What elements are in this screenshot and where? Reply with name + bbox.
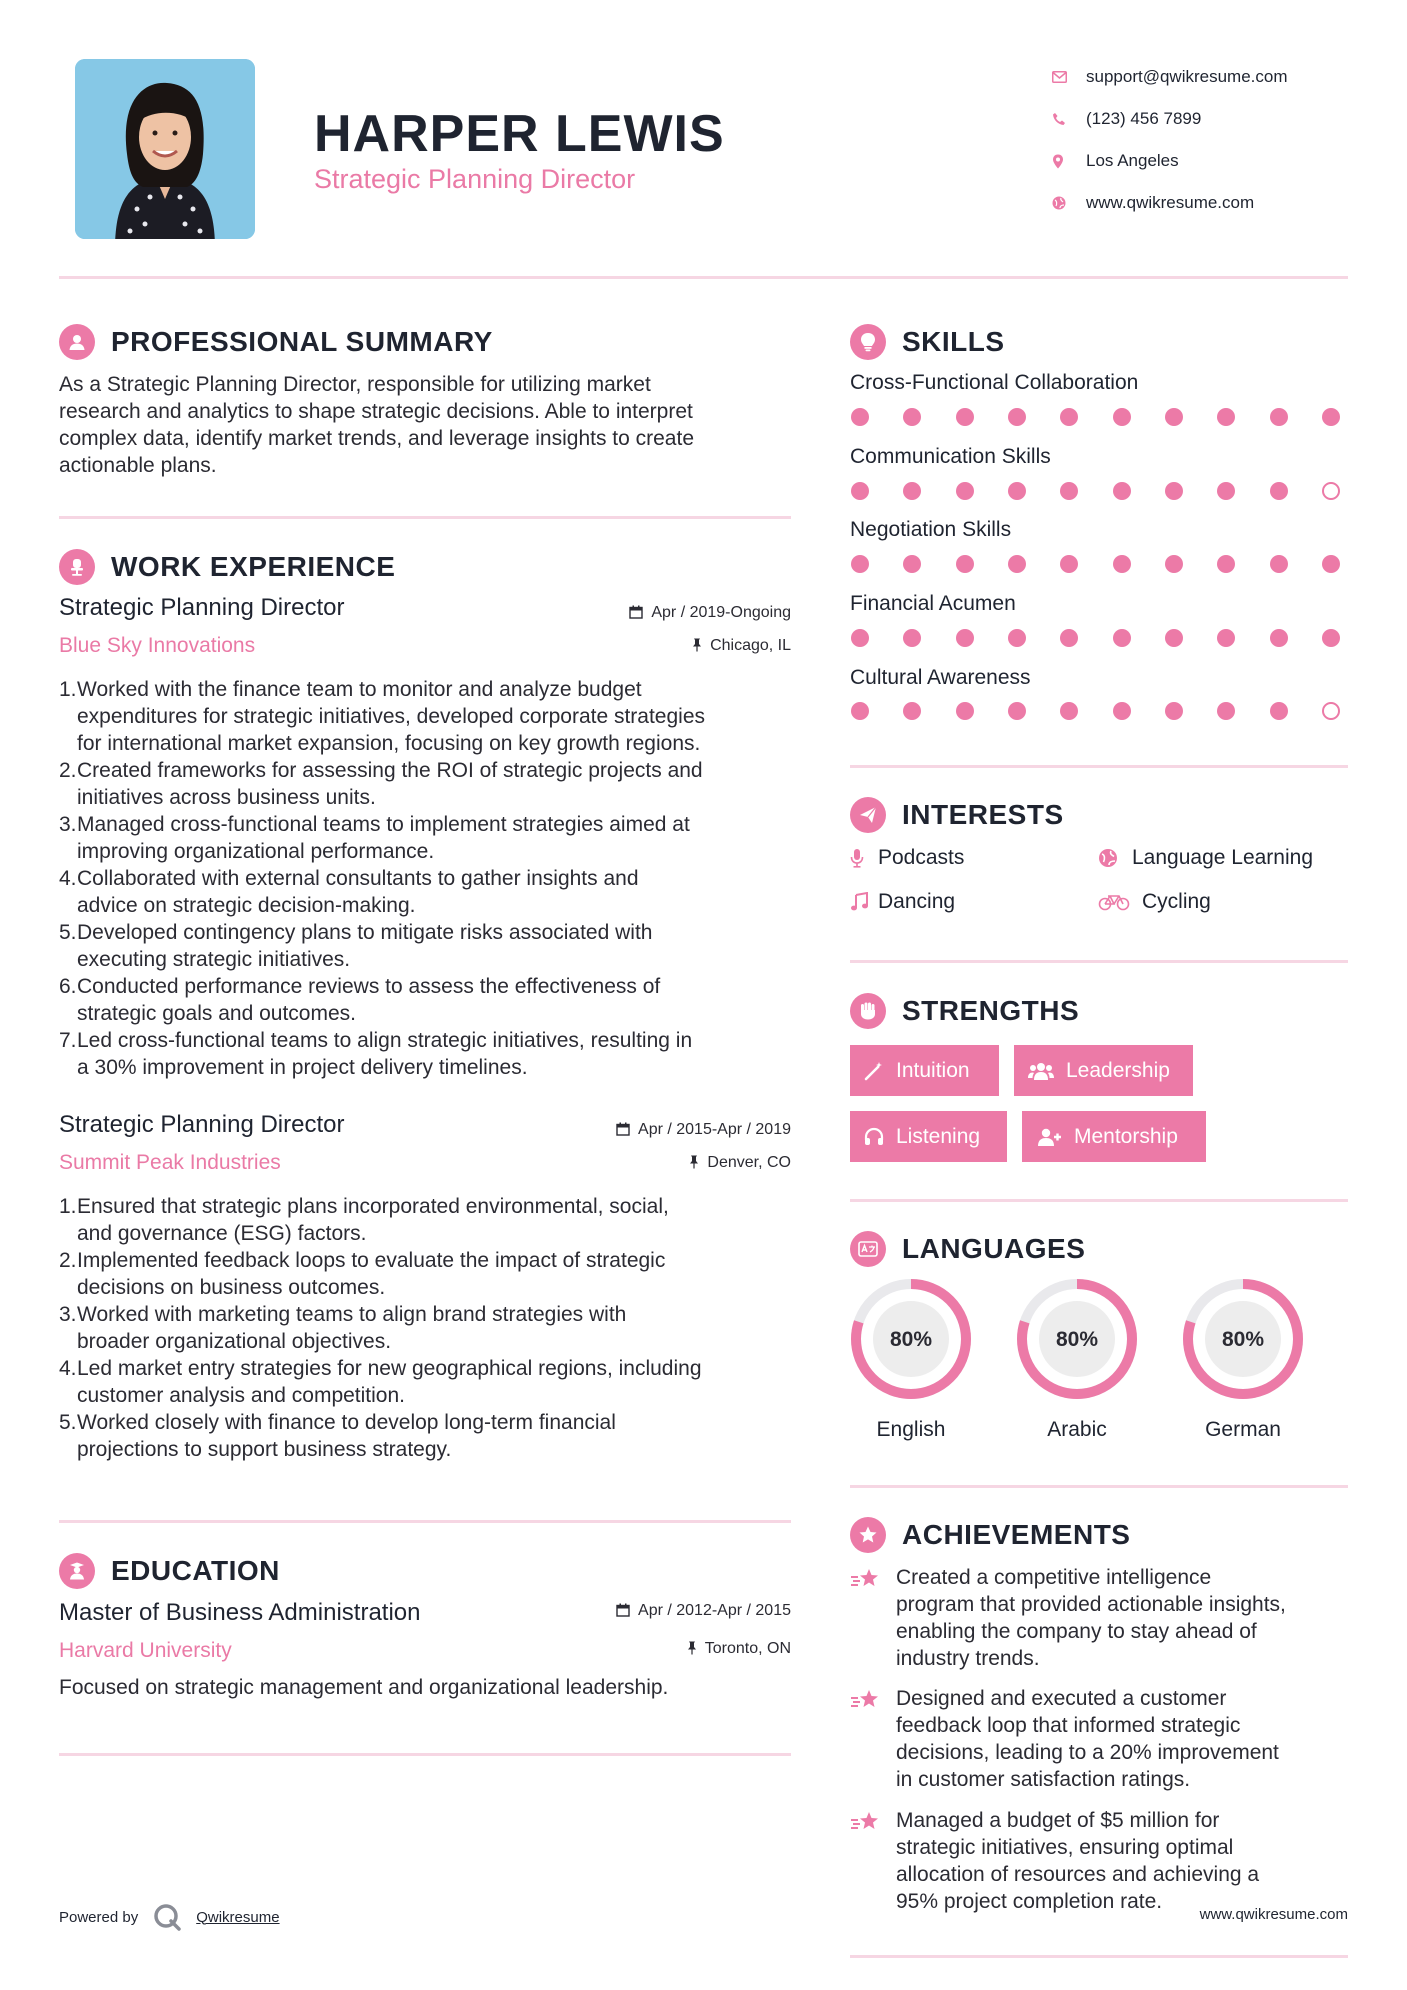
- achievement-line: Managed a budget of $5 million for: [896, 1809, 1220, 1832]
- degree-title: Master of Business Administration: [59, 1599, 421, 1626]
- language-progress-ring: [1016, 1278, 1138, 1400]
- calendar-icon: [616, 1122, 630, 1139]
- contact-website-row: [1052, 182, 1288, 224]
- achievement-line: decisions, leading to a 20% improvement: [896, 1741, 1279, 1764]
- calendar-icon: [616, 1603, 630, 1620]
- education-dates: [616, 1602, 791, 1620]
- experience-heading: [59, 549, 395, 585]
- achievement-line: allocation of resources and achieving a: [896, 1863, 1260, 1886]
- rating-dot-filled: [1060, 482, 1078, 500]
- contact-location: Los Angeles: [1086, 151, 1179, 170]
- rating-dot-filled: [1217, 408, 1235, 426]
- music-note-icon: [850, 892, 878, 912]
- summary-text: [59, 371, 799, 479]
- list-item: 4. Collaborated with external consultants to gather insights and advice on strategic decision-making.: [59, 867, 639, 917]
- skill-name: Cultural Awareness: [850, 666, 1031, 689]
- contact-email-row: [1052, 56, 1288, 98]
- achievement-line: industry trends.: [896, 1647, 1040, 1670]
- contact-location-row: [1052, 140, 1288, 182]
- summary-line: complex data, identify market trends, and leverage insights to create: [59, 427, 695, 450]
- education-location: [687, 1640, 791, 1658]
- skill-rating: [851, 702, 1340, 720]
- job-company: Summit Peak Industries: [59, 1151, 281, 1174]
- strengths-title: STRENGTHS: [902, 995, 1080, 1026]
- language-percent: 80%: [1055, 1328, 1099, 1351]
- rating-dot-filled: [956, 702, 974, 720]
- rating-dot-filled: [1060, 629, 1078, 647]
- shooting-star-icon: [850, 1685, 896, 1793]
- interests-title: INTERESTS: [902, 799, 1064, 830]
- paper-plane-icon: [850, 797, 886, 833]
- job-location-text: Denver, CO: [707, 1154, 791, 1171]
- job-company: Blue Sky Innovations: [59, 634, 256, 657]
- rating-dot-filled: [1217, 482, 1235, 500]
- strength-chip: [850, 1045, 999, 1096]
- skill-rating: [851, 482, 1340, 500]
- microphone-icon: [850, 848, 878, 868]
- rating-dot-filled: [1165, 702, 1183, 720]
- strength-label: Intuition: [896, 1058, 970, 1082]
- rating-dot-filled: [1113, 555, 1131, 573]
- skill-rating: [851, 555, 1340, 573]
- strength-label: Mentorship: [1074, 1124, 1178, 1148]
- experience-title: WORK EXPERIENCE: [111, 551, 396, 582]
- list-item: 3. Worked with marketing teams to align brand strategies with broader organizational objectives.: [59, 1303, 627, 1353]
- rating-dot-filled: [956, 482, 974, 500]
- interest-item: [1098, 846, 1313, 870]
- contact-phone[interactable]: (123) 456 7899: [1086, 109, 1202, 128]
- footer-powered-by: [59, 1902, 280, 1932]
- achievement-item: [850, 1685, 1348, 1793]
- interest-label: Language Learning: [1132, 846, 1314, 869]
- interest-label: Cycling: [1142, 890, 1211, 913]
- pushpin-icon: [689, 1155, 699, 1172]
- rating-dot-empty: [1322, 482, 1340, 500]
- education-location-text: Toronto, ON: [704, 1640, 791, 1657]
- summary-divider: [59, 516, 791, 519]
- shooting-star-icon: [850, 1564, 896, 1672]
- rating-dot-filled: [1113, 482, 1131, 500]
- achievement-line: Created a competitive intelligence: [896, 1566, 1212, 1589]
- strengths-divider: [850, 1199, 1348, 1202]
- contact-email[interactable]: support@qwikresume.com: [1086, 67, 1288, 86]
- language-progress-ring: [850, 1278, 972, 1400]
- strength-label: Leadership: [1066, 1058, 1170, 1082]
- rating-dot-filled: [851, 629, 869, 647]
- achievement-line: 95% project completion rate.: [896, 1890, 1163, 1913]
- summary-heading: [59, 324, 493, 360]
- rating-dot-filled: [1008, 555, 1026, 573]
- language-item: [850, 1278, 972, 1442]
- achievement-line: feedback loop that informed strategic: [896, 1714, 1241, 1737]
- magic-wand-icon: [864, 1061, 884, 1081]
- language-percent: 80%: [1221, 1328, 1265, 1351]
- rating-dot-filled: [956, 408, 974, 426]
- skill-name: Negotiation Skills: [850, 518, 1012, 541]
- rating-dot-filled: [1270, 555, 1288, 573]
- lightbulb-icon: [850, 324, 886, 360]
- achievements-divider: [850, 1955, 1348, 1958]
- list-item: 6. Conducted performance reviews to assess the effectiveness of strategic goals and outcomes.: [59, 975, 661, 1025]
- briefcase-chair-icon: [59, 549, 95, 585]
- skills-title: SKILLS: [902, 326, 1005, 357]
- rating-dot-filled: [903, 702, 921, 720]
- list-item: 4. Led market entry strategies for new geographical regions, including customer analysis and competition.: [59, 1357, 702, 1407]
- language-name: Arabic: [1047, 1418, 1107, 1441]
- rating-dot-filled: [1217, 555, 1235, 573]
- rating-dot-filled: [1060, 555, 1078, 573]
- interest-item: [850, 890, 955, 914]
- rating-dot-filled: [851, 482, 869, 500]
- education-heading: [59, 1553, 280, 1589]
- languages-heading: [850, 1231, 1085, 1267]
- education-title: EDUCATION: [111, 1555, 280, 1586]
- strength-chip: [1014, 1045, 1193, 1096]
- rating-dot-filled: [1270, 702, 1288, 720]
- rating-dot-filled: [1322, 408, 1340, 426]
- list-item: 3. Managed cross-functional teams to implement strategies aimed at improving organizational performance.: [59, 813, 690, 863]
- user-icon: [59, 324, 95, 360]
- summary-title: PROFESSIONAL SUMMARY: [111, 326, 493, 357]
- rating-dot-filled: [1113, 702, 1131, 720]
- language-item: [1182, 1278, 1304, 1442]
- experience-divider: [59, 1520, 791, 1523]
- rating-dot-filled: [1113, 629, 1131, 647]
- job-duties-list: [59, 1193, 809, 1463]
- job-dates-text: Apr / 2019-Ongoing: [651, 604, 791, 621]
- profile-photo: [75, 59, 255, 239]
- graduate-icon: [59, 1553, 95, 1589]
- job-location: [689, 1154, 791, 1172]
- rating-dot-filled: [903, 629, 921, 647]
- achievement-item: [850, 1564, 1348, 1672]
- education-divider: [59, 1753, 791, 1756]
- candidate-name: HARPER LEWIS: [314, 105, 725, 163]
- rating-dot-filled: [1008, 702, 1026, 720]
- job-duties-list: [59, 676, 809, 1081]
- skill-rating: [851, 629, 1340, 647]
- achievement-line: Designed and executed a customer: [896, 1687, 1227, 1710]
- rating-dot-filled: [1008, 482, 1026, 500]
- job-dates-text: Apr / 2015-Apr / 2019: [638, 1121, 791, 1138]
- job-dates: [629, 604, 791, 622]
- footer-url[interactable]: www.qwikresume.com: [1199, 1906, 1348, 1923]
- interests-heading: [850, 797, 1064, 833]
- qwikresume-logo-icon: [152, 1902, 182, 1932]
- achievement-line: enabling the company to stay ahead of: [896, 1620, 1257, 1643]
- envelope-icon: [1052, 71, 1086, 83]
- list-item: 5. Developed contingency plans to mitigate risks associated with executing strategic initiatives.: [59, 921, 653, 971]
- list-item: 1. Ensured that strategic plans incorporated environmental, social, and governance (ESG) factors.: [59, 1195, 669, 1245]
- contact-website[interactable]: www.qwikresume.com: [1086, 193, 1255, 212]
- star-badge-icon: [850, 1517, 886, 1553]
- calendar-icon: [629, 605, 643, 622]
- rating-dot-filled: [903, 555, 921, 573]
- bicycle-icon: [1098, 893, 1142, 911]
- rating-dot-filled: [1270, 408, 1288, 426]
- powered-by-text: Powered by: [59, 1908, 139, 1926]
- achievement-item: [850, 1807, 1348, 1915]
- interest-label: Podcasts: [878, 846, 965, 869]
- candidate-role: Strategic Planning Director: [314, 164, 636, 194]
- education-description: Focused on strategic management and organizational leadership.: [59, 1676, 669, 1699]
- list-item: 2. Created frameworks for assessing the ROI of strategic projects and initiatives across business units.: [59, 759, 703, 809]
- rating-dot-filled: [1217, 702, 1235, 720]
- language-percent: 80%: [889, 1328, 933, 1351]
- shooting-star-icon: [850, 1807, 896, 1915]
- rating-dot-filled: [1217, 629, 1235, 647]
- pushpin-icon: [692, 638, 702, 655]
- rating-dot-filled: [1060, 408, 1078, 426]
- achievement-line: in customer satisfaction ratings.: [896, 1768, 1191, 1791]
- achievements-title: ACHIEVEMENTS: [902, 1519, 1131, 1550]
- skill-name: Cross-Functional Collaboration: [850, 371, 1139, 394]
- globe-icon: [1098, 848, 1132, 868]
- list-item: 5. Worked closely with finance to develop long-term financial projections to support business strategy.: [59, 1411, 616, 1461]
- language-progress-ring: [1182, 1278, 1304, 1400]
- translate-icon: [850, 1231, 886, 1267]
- header-divider: [59, 276, 1348, 279]
- strength-label: Listening: [896, 1124, 981, 1148]
- list-item: 7. Led cross-functional teams to align strategic initiatives, resulting in a 30% improvement in project delivery timelines.: [59, 1029, 693, 1079]
- strength-chip: [1022, 1111, 1206, 1162]
- rating-dot-filled: [1270, 482, 1288, 500]
- rating-dot-filled: [1113, 408, 1131, 426]
- rating-dot-filled: [956, 555, 974, 573]
- summary-line: research and analytics to shape strategic decisions. Able to interpret: [59, 400, 693, 423]
- contact-block: [1052, 56, 1288, 224]
- map-pin-icon: [1052, 154, 1086, 169]
- language-name: German: [1205, 1418, 1281, 1441]
- globe-icon: [1052, 196, 1086, 210]
- phone-icon: [1052, 112, 1086, 126]
- rating-dot-filled: [1008, 629, 1026, 647]
- job-title: Strategic Planning Director: [59, 594, 345, 621]
- skill-rating: [851, 408, 1340, 426]
- headphones-icon: [864, 1127, 884, 1147]
- strength-chip: [850, 1111, 1007, 1162]
- summary-line: actionable plans.: [59, 454, 217, 477]
- fist-icon: [850, 993, 886, 1029]
- rating-dot-filled: [1165, 408, 1183, 426]
- school-name: Harvard University: [59, 1639, 232, 1662]
- rating-dot-filled: [1270, 629, 1288, 647]
- rating-dot-filled: [1322, 629, 1340, 647]
- interests-divider: [850, 960, 1348, 963]
- user-plus-icon: [1036, 1127, 1062, 1147]
- interest-item: [1098, 890, 1211, 914]
- rating-dot-filled: [1165, 629, 1183, 647]
- rating-dot-filled: [851, 702, 869, 720]
- language-name: English: [876, 1418, 946, 1441]
- summary-line: As a Strategic Planning Director, responsible for utilizing market: [59, 373, 651, 396]
- list-item: 2. Implemented feedback loops to evaluate the impact of strategic decisions on business outcomes.: [59, 1249, 666, 1299]
- achievement-line: strategic initiatives, ensuring optimal: [896, 1836, 1234, 1859]
- languages-title: LANGUAGES: [902, 1233, 1086, 1264]
- rating-dot-filled: [956, 629, 974, 647]
- skill-name: Financial Acumen: [850, 592, 1016, 615]
- rating-dot-filled: [851, 408, 869, 426]
- rating-dot-filled: [1165, 482, 1183, 500]
- strengths-heading: [850, 993, 1079, 1029]
- users-icon: [1028, 1061, 1054, 1081]
- rating-dot-filled: [1060, 702, 1078, 720]
- rating-dot-filled: [903, 408, 921, 426]
- qwikresume-link[interactable]: Qwikresume: [196, 1908, 280, 1926]
- interest-label: Dancing: [878, 890, 956, 913]
- rating-dot-filled: [1322, 555, 1340, 573]
- skills-divider: [850, 765, 1348, 768]
- contact-phone-row: [1052, 98, 1288, 140]
- achievement-line: program that provided actionable insights,: [896, 1593, 1286, 1616]
- rating-dot-empty: [1322, 702, 1340, 720]
- rating-dot-filled: [903, 482, 921, 500]
- job-title: Strategic Planning Director: [59, 1111, 345, 1138]
- list-item: 1. Worked with the finance team to monitor and analyze budget expenditures for strategic initiatives, developed corporate strategies for international market expansion, focusing on key growth regions.: [59, 678, 706, 755]
- rating-dot-filled: [851, 555, 869, 573]
- languages-divider: [850, 1485, 1348, 1488]
- interest-item: [850, 846, 964, 870]
- rating-dot-filled: [1165, 555, 1183, 573]
- language-item: [1016, 1278, 1138, 1442]
- education-dates-text: Apr / 2012-Apr / 2015: [638, 1602, 791, 1619]
- profile-photo-illustration: [75, 59, 255, 239]
- rating-dot-filled: [1008, 408, 1026, 426]
- job-location-text: Chicago, IL: [710, 637, 791, 654]
- job-dates: [616, 1121, 791, 1139]
- job-location: [692, 637, 791, 655]
- achievements-heading: [850, 1517, 1130, 1553]
- skill-name: Communication Skills: [850, 445, 1051, 468]
- pushpin-icon: [687, 1641, 697, 1658]
- skills-heading: [850, 324, 1005, 360]
